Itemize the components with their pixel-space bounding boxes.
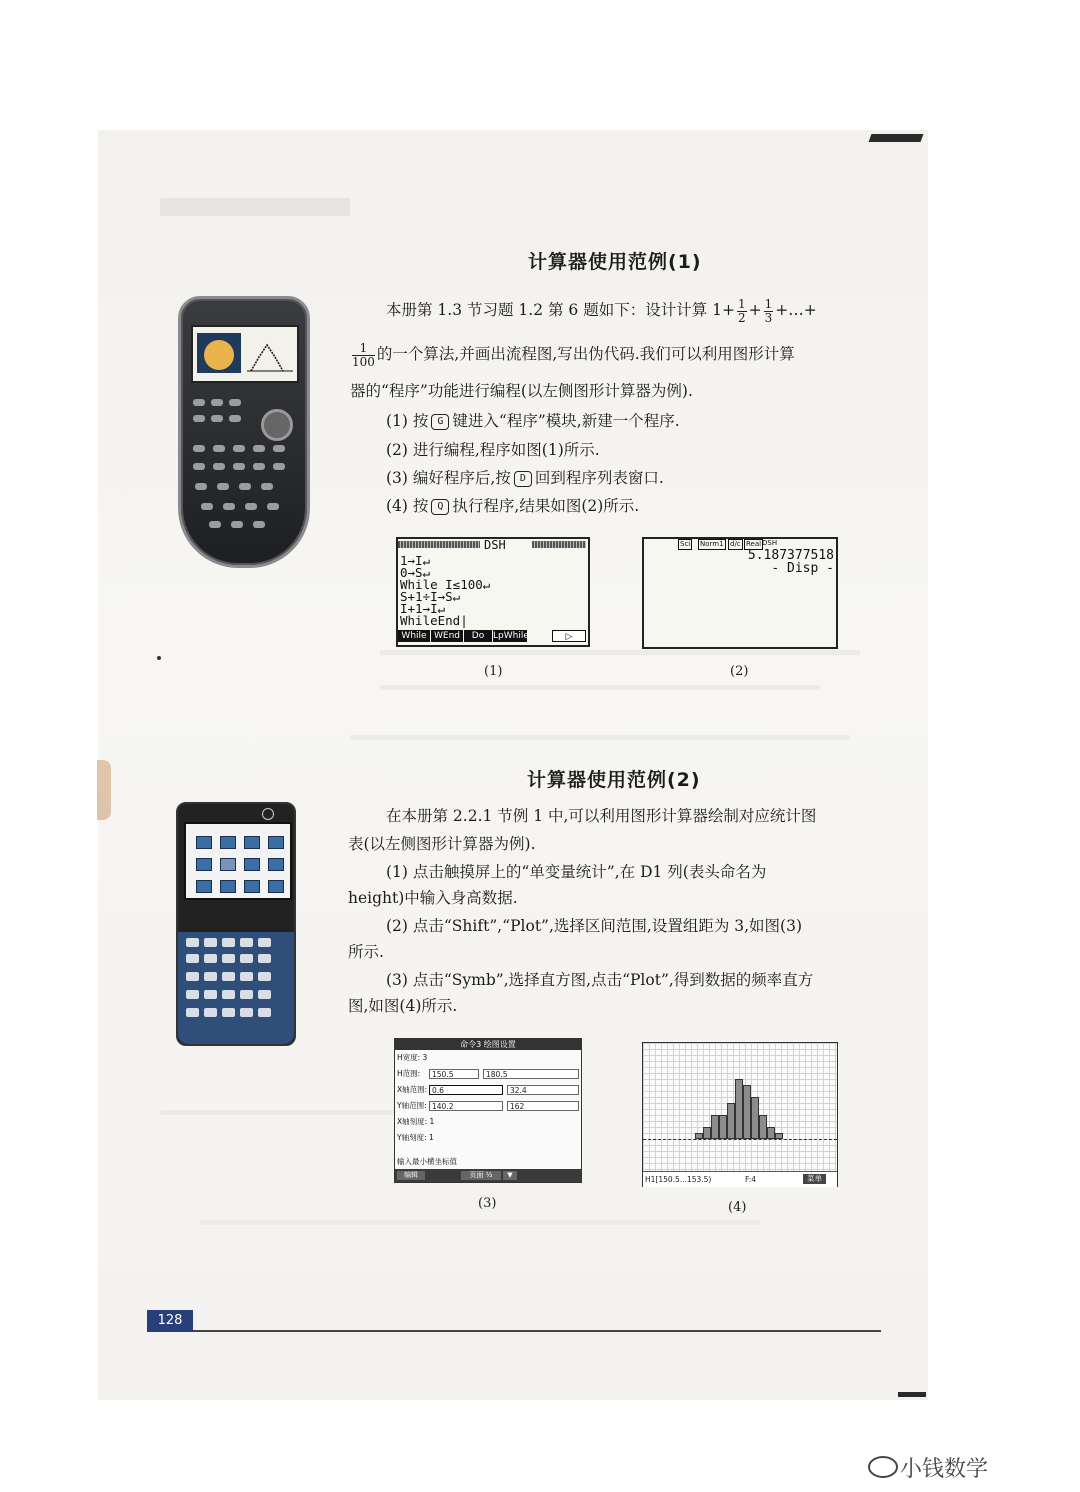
footer-rule: [193, 1330, 881, 1332]
program-name: DSH: [484, 538, 506, 552]
caption-1: (1): [484, 664, 503, 679]
step3: [386, 464, 664, 492]
bin-frequency: F:4: [745, 1175, 757, 1184]
result-value: 5.187377518: [747, 548, 834, 563]
calc-key: [240, 990, 253, 999]
app-icon: [244, 858, 260, 871]
figure4-histogram: [642, 1042, 838, 1187]
step-text: (3) 编好程序后,按: [386, 469, 511, 487]
bin-range: H1[150.5...153.5): [645, 1175, 712, 1184]
softkey-lpwhile: LpWhile: [493, 631, 529, 641]
section2-p1b: 表(以左侧图形计算器为例).: [348, 835, 536, 853]
calc-key: [231, 521, 243, 528]
section2-p4b: 图,如图(4)所示.: [348, 997, 458, 1015]
calc-key: [222, 938, 235, 947]
h-range-max-field: 180.5: [483, 1069, 579, 1079]
calc-key: [253, 463, 265, 470]
status-program: DSH: [762, 539, 778, 547]
h-range-label: H范围:: [397, 1069, 421, 1078]
step-text: 执行程序,结果如图(2)所示.: [452, 497, 640, 515]
app-icon: [220, 880, 236, 893]
calc-key: [195, 483, 207, 490]
wechat-icon: [868, 1456, 898, 1478]
histogram-bar: [767, 1127, 775, 1139]
page-button: 页面 ½: [461, 1171, 501, 1180]
calc-key: [204, 938, 217, 947]
fraction-hundredth: [352, 342, 375, 369]
code-line: WhileEnd|: [400, 613, 468, 628]
histogram-bar: [719, 1115, 727, 1139]
calc-key: [204, 990, 217, 999]
dpad: [261, 409, 293, 441]
x-tick-label: X轴刻度: 1: [397, 1117, 435, 1126]
calc-key: [193, 399, 205, 406]
calc-key: [211, 415, 223, 422]
x-axis: [643, 1139, 837, 1141]
caption-3: (3): [478, 1196, 497, 1211]
histogram-bar: [711, 1115, 719, 1139]
brand-logo: [262, 808, 274, 820]
calc-key: [258, 972, 271, 981]
app-icon: [196, 880, 212, 893]
softkey-do: Do: [464, 630, 492, 642]
graphing-calculator-icon: [178, 296, 310, 568]
bleed-line: [350, 735, 850, 740]
code-line: I+1→I↵: [400, 601, 446, 616]
bleed-line: [380, 685, 820, 690]
section1-title: 计算器使用范例(1): [528, 251, 702, 273]
section1-intro-line3: 器的“程序”功能进行编程(以左侧图形计算器为例).: [350, 382, 693, 400]
calc-key: [186, 938, 199, 947]
figure1-program-screen: [396, 537, 590, 647]
app-icon: [244, 836, 260, 849]
denominator: 2: [738, 310, 746, 325]
app-icon: [268, 858, 284, 871]
caption-4: (4): [728, 1200, 747, 1215]
calc-key: [193, 415, 205, 422]
section1-intro-line2: [350, 340, 795, 369]
calc-key: [267, 503, 279, 510]
header-bar: [398, 541, 480, 548]
step-text: 回到程序列表窗口.: [534, 469, 664, 487]
status-bar: [644, 539, 836, 548]
numerator: 1: [764, 296, 773, 311]
calc-key: [222, 972, 235, 981]
section2-p2b: height)中输入身高数据.: [348, 889, 518, 907]
softkey-wend: WEnd: [431, 630, 463, 642]
y-range-max-field: 162: [507, 1101, 579, 1111]
histogram-footer: [643, 1171, 837, 1187]
speck: [157, 656, 161, 660]
softkey-while: While: [398, 630, 430, 642]
calc-key: [222, 1008, 235, 1017]
calc-key: [240, 938, 253, 947]
app-icon: [220, 836, 236, 849]
watermark-text: 小钱数学: [900, 1457, 989, 1482]
app-icon: [268, 836, 284, 849]
numerator: 1: [352, 342, 375, 356]
calc-key: [209, 521, 221, 528]
calc-key: [193, 463, 205, 470]
arrow-down-icon: ▼: [503, 1171, 517, 1180]
h-width-label: H宽度: 3: [397, 1053, 428, 1062]
bleed-line: [380, 650, 860, 655]
edit-button: 编辑: [397, 1171, 425, 1180]
scan-mark-top: [869, 134, 924, 142]
x-range-min-field: 0.6: [429, 1085, 503, 1095]
step4: [386, 492, 639, 520]
calc-key: [258, 938, 271, 947]
calc-key: [222, 990, 235, 999]
calc-key: [211, 399, 223, 406]
calc-key: [223, 503, 235, 510]
calc-key: [253, 445, 265, 452]
calc-key: [240, 954, 253, 963]
section1-intro-line1: 本册第 1.3 节习题 1.2 第 6 题如下：设计计算 1+ $\frac{1}{2}$ + $\frac{1}{3}$ +…+: [386, 296, 817, 325]
calc-key: [233, 463, 245, 470]
calc-key: [239, 483, 251, 490]
calc-key: [258, 954, 271, 963]
status-real: Real: [746, 540, 762, 548]
calc-key: [253, 521, 265, 528]
y-tick-label: Y轴刻度: 1: [397, 1133, 434, 1142]
app-icon: [220, 858, 236, 871]
bleed-through-header: [160, 198, 350, 216]
touchscreen-calculator-icon: [176, 802, 296, 1046]
h-range-min-field: 150.5: [429, 1069, 479, 1079]
calc-key: [204, 954, 217, 963]
scan-mark-bottom: [898, 1392, 926, 1397]
header-bar: [532, 541, 586, 548]
key-q-icon: Q: [431, 499, 449, 515]
caption-2: (2): [730, 664, 749, 679]
x-range-label: X轴范围:: [397, 1085, 428, 1094]
x-range-max-field: 32.4: [507, 1085, 579, 1095]
step-text: 键进入“程序”模块,新建一个程序.: [452, 412, 680, 430]
key-g-icon: G: [431, 414, 449, 430]
histogram-bar: [759, 1115, 767, 1139]
calc-key: [245, 503, 257, 510]
section2-p1: 在本册第 2.2.1 节例 1 中,可以利用图形计算器绘制对应统计图: [386, 807, 817, 825]
calc-key: [204, 1008, 217, 1017]
calc-key: [213, 463, 225, 470]
histogram-bar: [735, 1079, 743, 1139]
figure3-plot-settings: [394, 1038, 582, 1183]
denominator: 3: [764, 310, 773, 325]
step1: [386, 407, 680, 435]
calc-key: [258, 990, 271, 999]
figure2-result-screen: [642, 537, 838, 649]
disp-label: - Disp -: [771, 561, 834, 576]
calculator-screen: [184, 822, 292, 900]
intro-text: 本册第 1.3 节习题 1.2 第 6 题如下：设计计算 1+: [386, 301, 736, 319]
code-line: S+1÷I→S↵: [400, 589, 461, 604]
calc-key: [240, 972, 253, 981]
section2-title: 计算器使用范例(2): [527, 769, 701, 791]
code-line: 1→I↵: [400, 553, 431, 568]
denominator: 100: [352, 354, 375, 369]
intro-text: +…+: [775, 301, 817, 319]
histogram-bar: [743, 1085, 751, 1139]
calc-key: [217, 483, 229, 490]
fraction-third: [764, 298, 774, 325]
code-line: While I≤100↵: [400, 577, 491, 592]
status-sci: Sci: [680, 540, 691, 548]
calc-key: [233, 445, 245, 452]
step-text: (1) 按: [386, 412, 429, 430]
keypad: [178, 932, 294, 1044]
app-icon: [268, 880, 284, 893]
calc-key: [258, 1008, 271, 1017]
section2-p2: (1) 点击触摸屏上的“单变量统计”,在 D1 列(表头命名为: [386, 863, 767, 881]
calculator-screen: [191, 325, 299, 383]
bleed-line: [160, 1110, 420, 1115]
fraction-half: [737, 298, 747, 325]
app-icon: [244, 880, 260, 893]
settings-title: 命令3 绘图设置: [395, 1039, 581, 1050]
code-line: 0→S↵: [400, 565, 431, 580]
calc-key: [222, 954, 235, 963]
section2-p3b: 所示.: [348, 943, 384, 961]
y-range-label: Y轴范围:: [397, 1101, 427, 1110]
app-icon: [196, 858, 212, 871]
calc-key: [229, 415, 241, 422]
calc-key: [186, 954, 199, 963]
input-hint: 输入最小横坐标值: [397, 1157, 457, 1166]
calc-key: [186, 972, 199, 981]
calc-key: [273, 463, 285, 470]
numerator: 1: [738, 296, 746, 311]
key-d-icon: D: [514, 471, 532, 487]
calc-key: [193, 445, 205, 452]
status-dc: d/c: [730, 540, 741, 548]
page-number: 128: [147, 1310, 193, 1332]
step2: (2) 进行编程,程序如图(1)所示.: [386, 441, 600, 459]
histogram-bar: [727, 1103, 735, 1139]
calc-key: [213, 445, 225, 452]
app-icon: [196, 836, 212, 849]
calc-key: [261, 483, 273, 490]
calc-key: [204, 972, 217, 981]
histogram-bar: [703, 1127, 711, 1139]
menu-button: 菜单: [803, 1174, 826, 1184]
calc-key: [201, 503, 213, 510]
softkey-next: ▷: [552, 630, 586, 642]
status-norm: Norm1: [700, 540, 724, 548]
step-text: (4) 按: [386, 497, 429, 515]
intro-text: 的一个算法,并画出流程图,写出伪代码.我们可以利用图形计算: [376, 345, 795, 363]
histogram-plot: [643, 1043, 837, 1171]
histogram-bar: [751, 1097, 759, 1139]
calc-key: [186, 990, 199, 999]
calc-key: [229, 399, 241, 406]
binding-stain: [97, 760, 111, 820]
calc-key: [186, 1008, 199, 1017]
y-range-min-field: 140.2: [429, 1101, 503, 1111]
bleed-line: [200, 1220, 760, 1225]
section2-p3: (2) 点击“Shift”,“Plot”,选择区间范围,设置组距为 3,如图(3): [386, 917, 803, 935]
section2-p4: (3) 点击“Symb”,选择直方图,点击“Plot”,得到数据的频率直方: [386, 971, 814, 989]
settings-menu-bar: [395, 1169, 581, 1182]
calc-key: [273, 445, 285, 452]
calc-key: [240, 1008, 253, 1017]
